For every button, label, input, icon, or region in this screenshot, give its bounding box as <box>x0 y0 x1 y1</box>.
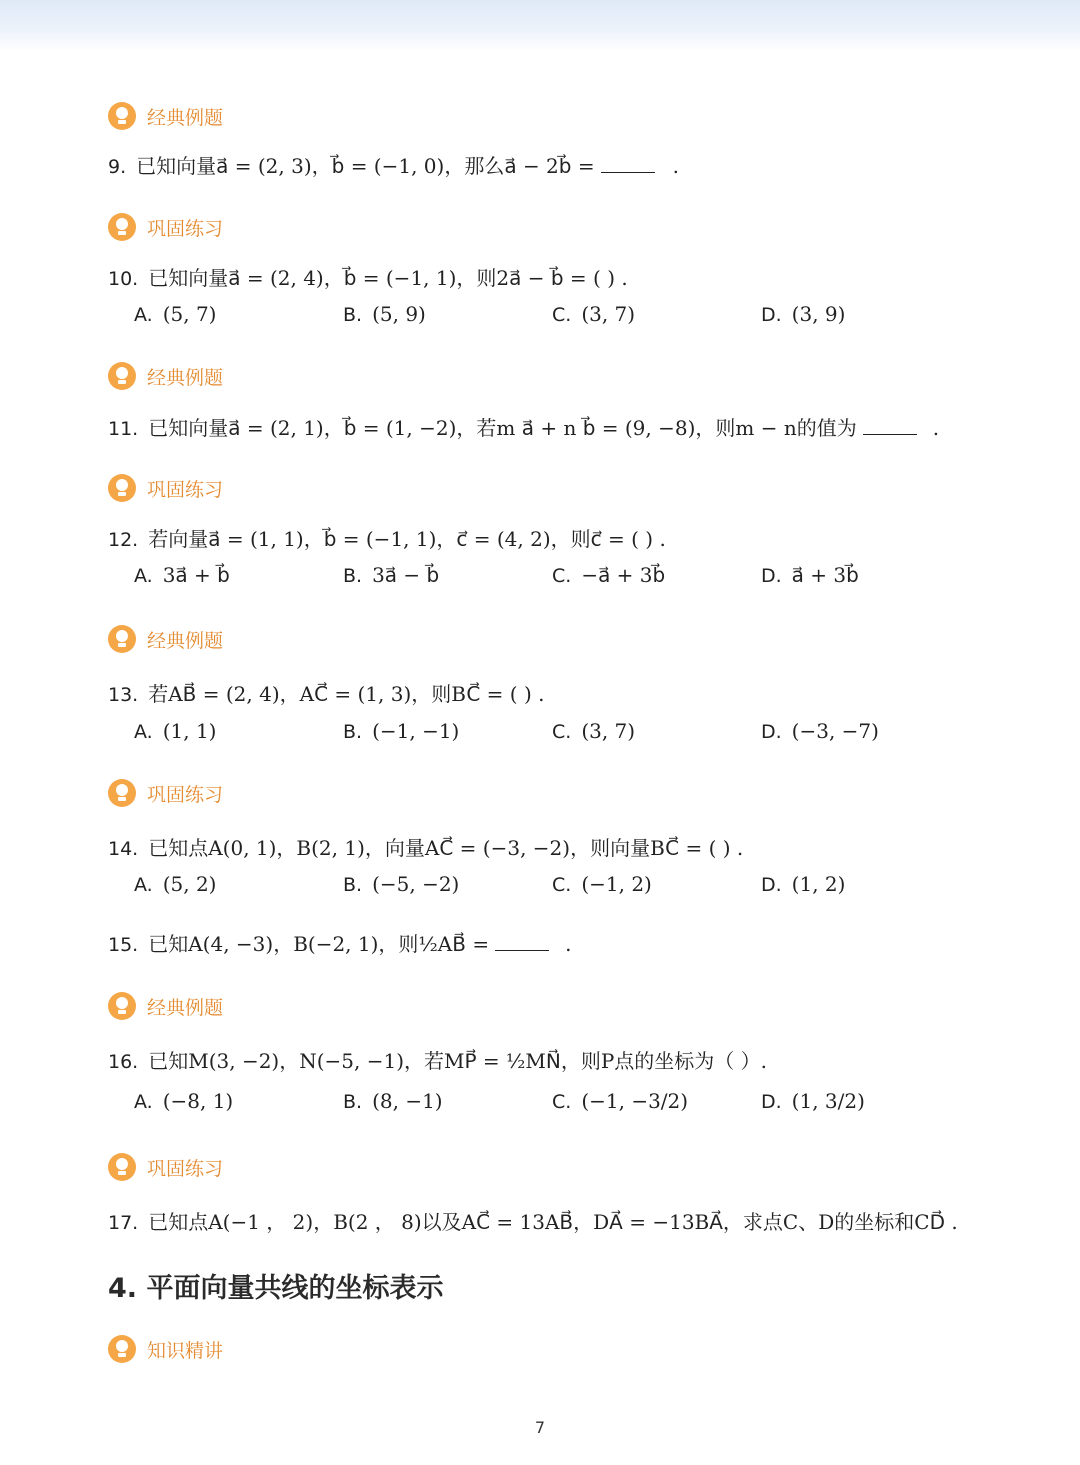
section-label: 巩固练习 <box>147 478 224 501</box>
question-14 <box>108 832 743 861</box>
option-letter: C. <box>552 304 572 326</box>
page-number: 7 <box>534 1418 546 1437</box>
option-letter: A. <box>134 565 153 587</box>
option-text: (5, 2) <box>162 872 217 896</box>
section-label: 经典例题 <box>147 106 224 129</box>
option-b[interactable] <box>343 872 459 896</box>
option-d[interactable] <box>761 302 845 326</box>
answer-blank <box>863 433 917 435</box>
question-text: 已知向量a⃗ = (2, 1)，b⃗ = (1, −2)，若m a⃗ + n b⃗ = (9, −8)，则m − n的值为 <box>148 416 857 440</box>
section-header-practice <box>108 778 223 808</box>
section-heading-4: 4. 平面向量共线的坐标表示 <box>108 1273 444 1304</box>
option-letter: B. <box>343 304 363 326</box>
option-a[interactable] <box>134 719 216 743</box>
option-d[interactable] <box>761 1089 865 1113</box>
section-header-example <box>108 361 223 391</box>
section-label: 巩固练习 <box>147 783 224 806</box>
option-text: a⃗ + 3b⃗ <box>791 563 859 587</box>
lightbulb-icon <box>108 213 136 241</box>
option-letter: D. <box>761 721 782 743</box>
question-tail: . <box>672 154 679 178</box>
option-letter: C. <box>552 874 572 896</box>
question-number: 17. <box>108 1212 139 1234</box>
question-15 <box>108 928 571 957</box>
option-text: 3a⃗ − b⃗ <box>372 563 440 587</box>
question-17 <box>108 1206 958 1235</box>
option-text: 3a⃗ + b⃗ <box>162 563 230 587</box>
question-number: 14. <box>108 838 139 860</box>
option-text: (−1, −3/2) <box>581 1089 689 1113</box>
section-header-knowledge <box>108 1334 223 1364</box>
option-text: (−8, 1) <box>162 1089 234 1113</box>
option-text: −a⃗ + 3b⃗ <box>581 563 666 587</box>
answer-blank <box>601 171 655 173</box>
section-label: 经典例题 <box>147 996 224 1019</box>
option-letter: B. <box>343 874 363 896</box>
option-text: (−5, −2) <box>372 872 460 896</box>
question-number: 10. <box>108 268 139 290</box>
option-letter: C. <box>552 1091 572 1113</box>
option-a[interactable] <box>134 872 216 896</box>
option-c[interactable] <box>552 1089 688 1113</box>
lightbulb-icon <box>108 779 136 807</box>
question-tail: . <box>932 416 940 440</box>
option-letter: D. <box>761 1091 782 1113</box>
option-letter: A. <box>134 721 153 743</box>
lightbulb-icon <box>108 474 136 502</box>
option-c[interactable] <box>552 872 652 896</box>
option-letter: D. <box>761 565 782 587</box>
question-text: 已知点A(0, 1)，B(2, 1)，向量AC⃗ = (−3, −2)，则向量BC⃗ = ( ) . <box>148 836 744 860</box>
question-number: 12. <box>108 529 139 551</box>
option-letter: C. <box>552 721 572 743</box>
option-d[interactable] <box>761 719 879 743</box>
option-text: (3, 7) <box>581 719 636 743</box>
question-16 <box>108 1045 767 1074</box>
option-text: (1, 3/2) <box>791 1089 865 1113</box>
option-text: (−3, −7) <box>791 719 879 743</box>
section-label: 知识精讲 <box>147 1339 224 1362</box>
lightbulb-icon <box>108 1153 136 1181</box>
option-letter: C. <box>552 565 572 587</box>
section-header-example <box>108 101 223 131</box>
option-text: (−1, 2) <box>581 872 652 896</box>
option-letter: B. <box>343 1091 363 1113</box>
option-b[interactable] <box>343 563 439 587</box>
section-header-practice <box>108 212 223 242</box>
option-a[interactable] <box>134 563 230 587</box>
option-letter: A. <box>134 874 153 896</box>
question-11 <box>108 412 939 441</box>
question-number: 13. <box>108 684 139 706</box>
option-a[interactable] <box>134 302 216 326</box>
option-letter: D. <box>761 874 782 896</box>
lightbulb-icon <box>108 362 136 390</box>
question-text: 已知向量a⃗ = (2, 3)，b⃗ = (−1, 0)，那么a⃗ − 2b⃗ = <box>136 154 595 178</box>
section-label: 经典例题 <box>147 629 224 652</box>
question-text: 已知向量a⃗ = (2, 4)，b⃗ = (−1, 1)，则2a⃗ − b⃗ = ( ) . <box>148 266 628 290</box>
question-number: 15. <box>108 934 139 956</box>
option-letter: B. <box>343 721 363 743</box>
question-text: 已知点A(−1 ， 2)，B(2 ， 8)以及AC⃗ = 13AB⃗，DA⃗ = −13BA⃗，求点C、D的坐标和CD⃗ . <box>148 1210 958 1234</box>
option-text: (3, 7) <box>581 302 636 326</box>
option-b[interactable] <box>343 302 426 326</box>
section-header-practice <box>108 473 223 503</box>
lightbulb-icon <box>108 992 136 1020</box>
option-letter: B. <box>343 565 363 587</box>
section-label: 巩固练习 <box>147 1157 224 1180</box>
section-header-example <box>108 624 223 654</box>
option-text: (5, 7) <box>162 302 217 326</box>
question-text: 若AB⃗ = (2, 4)，AC⃗ = (1, 3)，则BC⃗ = ( ) . <box>148 682 545 706</box>
question-text: 已知A(4, −3)，B(−2, 1)，则½AB⃗ = <box>148 932 490 956</box>
option-c[interactable] <box>552 302 635 326</box>
option-text: (−1, −1) <box>372 719 460 743</box>
option-text: (1, 1) <box>162 719 217 743</box>
question-text: 若向量a⃗ = (1, 1)，b⃗ = (−1, 1)，c⃗ = (4, 2)，则c⃗ = ( ) . <box>148 527 666 551</box>
top-gradient-band <box>0 0 1080 52</box>
question-13 <box>108 678 544 707</box>
option-text: (3, 9) <box>791 302 846 326</box>
question-tail: . <box>565 932 572 956</box>
lightbulb-icon <box>108 625 136 653</box>
option-c[interactable] <box>552 719 635 743</box>
question-9 <box>108 150 679 179</box>
option-text: (5, 9) <box>372 302 426 326</box>
option-letter: D. <box>761 304 782 326</box>
option-letter: A. <box>134 1091 153 1113</box>
option-letter: A. <box>134 304 153 326</box>
question-12 <box>108 523 666 552</box>
option-d[interactable] <box>761 872 845 896</box>
section-label: 巩固练习 <box>147 217 224 240</box>
option-text: (8, −1) <box>372 1089 443 1113</box>
question-number: 9. <box>108 156 127 178</box>
option-b[interactable] <box>343 1089 443 1113</box>
section-header-practice <box>108 1152 223 1182</box>
question-number: 11. <box>108 418 139 440</box>
question-10 <box>108 262 628 291</box>
option-text: (1, 2) <box>791 872 846 896</box>
option-d[interactable] <box>761 563 859 587</box>
answer-blank <box>495 949 549 951</box>
lightbulb-icon <box>108 1335 136 1363</box>
section-header-example <box>108 991 223 1021</box>
section-label: 经典例题 <box>147 366 224 389</box>
question-number: 16. <box>108 1051 139 1073</box>
lightbulb-icon <box>108 102 136 130</box>
option-c[interactable] <box>552 563 665 587</box>
option-b[interactable] <box>343 719 459 743</box>
question-text: 已知M(3, −2)，N(−5, −1)，若MP⃗ = ½MN⃗，则P点的坐标为（ ）. <box>148 1049 768 1073</box>
option-a[interactable] <box>134 1089 233 1113</box>
